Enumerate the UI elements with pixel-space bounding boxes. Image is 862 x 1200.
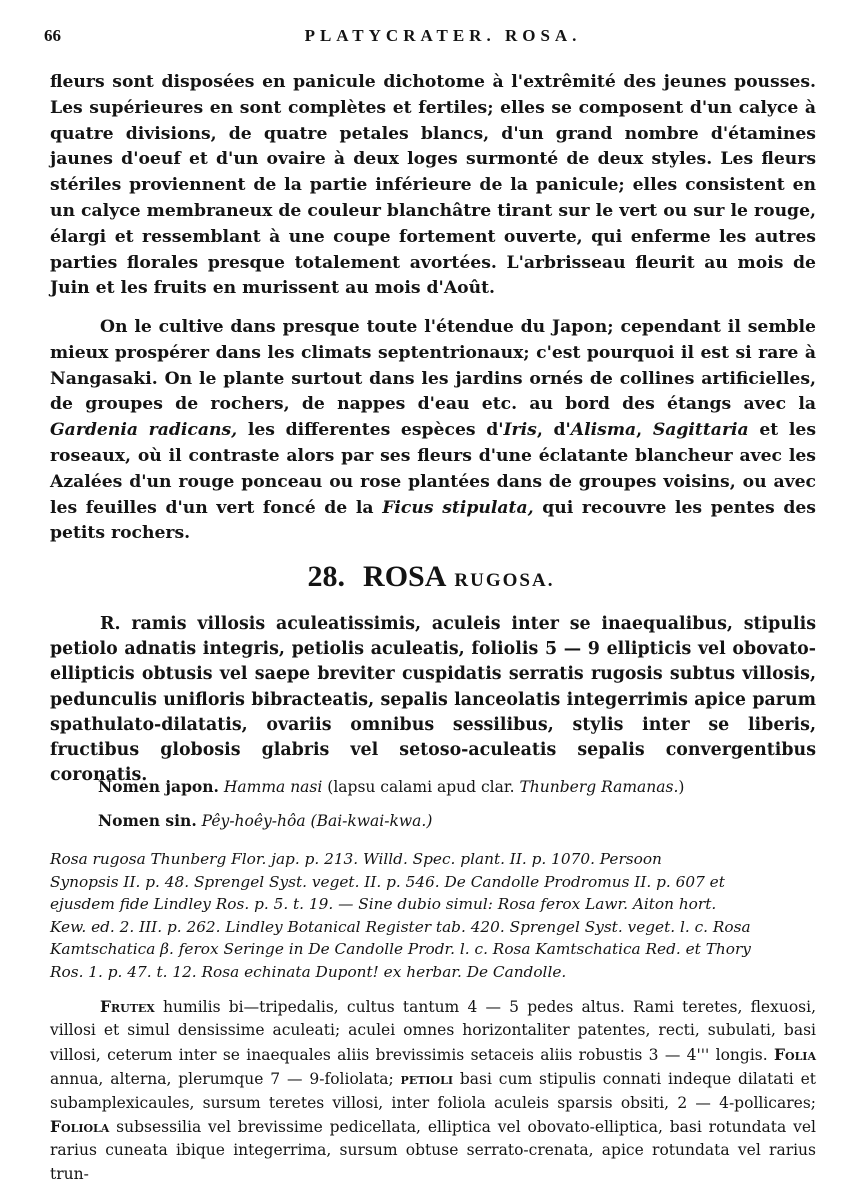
nomen-sinicum xyxy=(98,811,432,830)
japanese-name: Hamma nasi xyxy=(223,778,323,796)
nomen-label: Nomen sin. xyxy=(98,811,197,830)
synonymy-block xyxy=(50,848,816,984)
latin-diagnosis xyxy=(50,612,816,788)
paragraph-continuation xyxy=(50,70,816,302)
synonymy-line: Ros. 1. p. 47. t. 12. Rosa echinata Dupont! ex herbar. De Candolle. xyxy=(50,962,567,981)
chinese-name: Pêy-hoêy-hôa (Bai-kwai-kwa.) xyxy=(201,812,433,830)
text-run: , d' xyxy=(536,420,571,441)
text-run: On le cultive dans presque toute l'étendue du Japon; cependant il semble mieux prospérer dans les climats septentrionaux; c'est pourquoi il est si rare à Nangasaki. On le plante surtout dans les jardins ornés de collines artificielles, de groupes de rochers, de nappes d'eau etc. au bord des étangs avec la xyxy=(50,317,816,415)
synonymy-line: Synopsis II. p. 48. Sprengel Syst. veget. II. p. 546. De Candolle Prodromus II. p. 607 et xyxy=(50,872,725,891)
paragraph-text xyxy=(50,315,816,547)
term-label: Folia xyxy=(773,1044,816,1064)
text-run: subsessilia vel brevissime pedicellata, elliptica vel obovato-elliptica, basi rotundata vel rarius cuneata ibique integerrima, sursum obtuse serrato-crenata, apice rotundata vel rarius trun- xyxy=(50,1118,816,1183)
species-description xyxy=(50,995,816,1186)
description-text xyxy=(50,995,816,1186)
genus-name: Sagittaria xyxy=(652,420,749,441)
term-label: Foliola xyxy=(50,1117,110,1137)
text-run: ) xyxy=(678,778,685,796)
paragraph-cultivation xyxy=(50,315,816,547)
text-run: basi cum stipulis connati indeque dilatati et subamplexicaules, sursum teretes villosi, inter foliola aculeis sparsis obsiti, 2 — 4-pollicares; xyxy=(50,1070,816,1112)
text-run: les differentes espèces d' xyxy=(237,420,504,441)
species-genus: ROSA xyxy=(363,560,447,593)
nomen-label: Nomen japon. xyxy=(98,777,219,796)
nomen-japonicum xyxy=(98,777,684,796)
species-name: Ficus stipulata, xyxy=(382,497,534,518)
genus-name: Alisma xyxy=(570,420,637,441)
species-epithet: RUGOSA. xyxy=(454,570,555,591)
page-header xyxy=(44,22,802,50)
species-name: Gardenia radicans, xyxy=(50,420,238,441)
text-run: annua, alterna, plerumque 7 — 9-foliolata; xyxy=(50,1070,401,1089)
species-heading xyxy=(0,560,862,594)
text-run: humilis bi—tripedalis, cultus tantum 4 — 5 pedes altus. Rami teretes, flexuosi, villosi et simul densissime aculeati; aculei omnes horizontaliter patentes, recti, subulati, basi villosi, ceterum inter se inaequales aliis brevissimis setaceis aliis robustis 3 — 4''' longis. xyxy=(50,998,816,1064)
page-number: 66 xyxy=(44,26,61,45)
species-number: 28. xyxy=(307,560,346,593)
running-title: PLATYCRATER. ROSA. xyxy=(304,26,582,45)
term-label: Frutex xyxy=(100,997,155,1016)
genus-name: Iris xyxy=(503,420,537,441)
author-note: Thunberg Ramanas. xyxy=(519,778,679,796)
diagnosis-text: R. ramis villosis aculeatissimis, aculeis inter se inaequalibus, stipulis petiolo adnatis integris, petiolis aculeatis, foliolis 5 — 9 ellipticis vel obovato-ellipticis obtusis vel saepe breviter cuspidatis serratis rugosis subtus villosis, pedunculis unifloris bibracteatis, sepalis lanceolatis integerrimis apice parum spathulato-dilatatis, ovariis omnibus sessilibus, stylis inter se liberis, fructibus globosis glabris vel setoso-aculeatis sepalis convergentibus coronatis. xyxy=(50,614,816,786)
text-run: (lapsu calami apud clar. xyxy=(322,778,520,796)
paragraph-text: fleurs sont disposées en panicule dichotome à l'extrêmité des jeunes pousses. Les supérieures en sont complètes et fertiles; elles se composent d'un calyce à quatre divisions, de quatre petales blancs, d'un grand nombre d'étamines jaunes d'oeuf et d'un ovaire à deux loges surmonté de deux styles. Les fleurs stériles proviennent de la partie inférieure de la panicule; elles consistent en un calyce membraneux de couleur blanchâtre tirant sur le vert ou sur le rouge, élargi et ressemblant à une coupe fortement ouverte, qui enferme les autres parties florales presque totalement avortées. L'arbrisseau fleurit au mois de Juin et les fruits en murissent au mois d'Août. xyxy=(50,72,816,299)
term-label: petioli xyxy=(400,1069,453,1089)
synonymy-line: Kamtschatica β. ferox Seringe in De Candolle Prodr. l. c. Rosa Kamtschatica Red. et Thory xyxy=(50,940,751,959)
text-run: et les roseaux, où il contraste alors par ses fleurs d'une éclatante blancheur avec les Azalées d'un rouge ponceau ou rose plantées dans de groupes voisins, ou avec les feuilles d'un vert foncé de la xyxy=(50,420,817,518)
text-run: qui recouvre les pentes des petits rochers. xyxy=(50,497,816,544)
synonymy-line: ejusdem fide Lindley Ros. p. 5. t. 19. — Sine dubio simul: Rosa ferox Lawr. Aiton hort. xyxy=(50,895,717,914)
text-run: , xyxy=(636,420,653,441)
synonymy-line: Kew. ed. 2. III. p. 262. Lindley Botanical Register tab. 420. Sprengel Syst. veget. l. c. Rosa xyxy=(50,917,751,936)
synonymy-line: Rosa rugosa Thunberg Flor. jap. p. 213. Willd. Spec. plant. II. p. 1070. Persoon xyxy=(50,850,662,868)
